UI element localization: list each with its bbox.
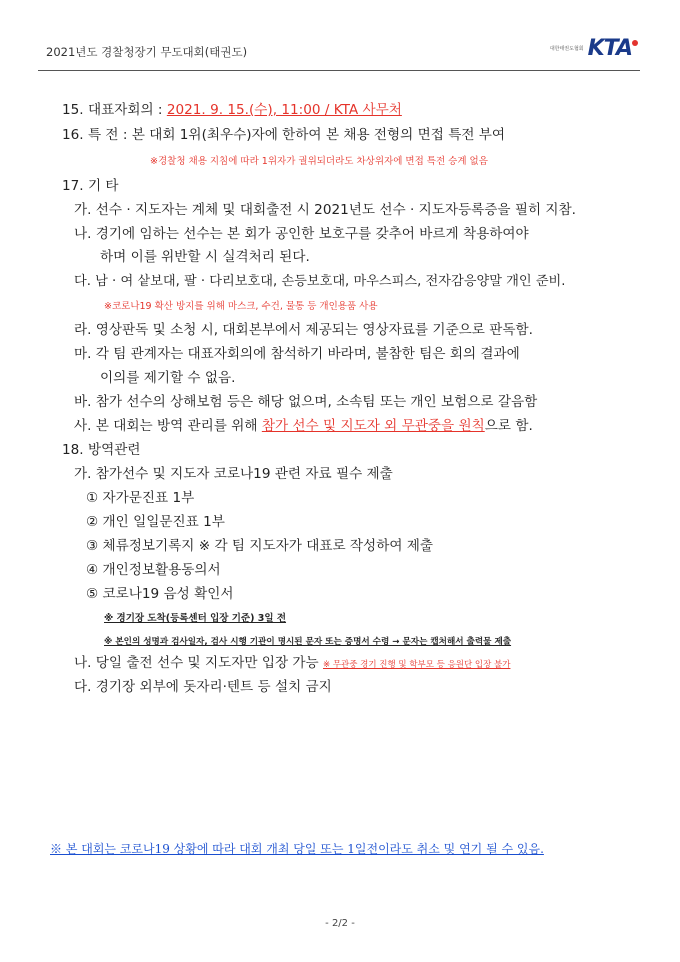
item-18-na-text: 나. 당일 출전 선수 및 지도자만 입장 가능 bbox=[74, 655, 323, 671]
item-17-sa-emphasis: 참가 선수 및 지도자 외 무관중을 원칙 bbox=[261, 418, 485, 434]
footer-notice: ※ 본 대회는 코로나19 상황에 따라 대회 개최 당일 또는 1일전이라도 취소 및 연기 될 수 있음. bbox=[50, 842, 544, 856]
item-17-ba: 바. 참가 선수의 상해보험 등은 해당 없으며, 소속팀 또는 개인 보험으로 갈음함 bbox=[74, 394, 538, 410]
logo-small-text: 대한태권도협회 bbox=[549, 46, 584, 52]
list-item: ② 개인 일일문진표 1부 bbox=[86, 514, 225, 530]
item-17-da: 다. 남 · 여 샅보대, 팔 · 다리보호대, 손등보호대, 마우스피스, 전자감응양말 개인 준비. bbox=[74, 274, 566, 289]
item-16: 16. 특 전 : 본 대회 1위(최우수)자에 한하여 본 채용 전형의 면접 특전 부여 bbox=[62, 127, 506, 143]
header-divider bbox=[38, 70, 640, 71]
item-17-ma-line1: 마. 각 팀 관계자는 대표자회의에 참석하기 바라며, 불참한 팀은 회의 결과에 bbox=[74, 346, 520, 362]
item-18-na bbox=[74, 657, 510, 671]
item-17-sa-pre: 사. 본 대회는 방역 관리를 위해 bbox=[74, 418, 262, 434]
item-17: 17. 기 타 bbox=[62, 178, 119, 194]
item-17-ga: 가. 선수 · 지도자는 계체 및 대회출전 시 2021년도 선수 · 지도자등록증을 필히 지참. bbox=[74, 202, 576, 218]
item-18-note-2: ※ 본인의 성명과 검사일자, 검사 시행 기관이 명시된 문자 또는 증명서 수령 → 문자는 캡처해서 출력물 제출 bbox=[104, 637, 512, 647]
item-17-da-note: ※코로나19 확산 방지를 위해 마스크, 수건, 물통 등 개인용품 사용 bbox=[104, 301, 378, 312]
item-17-na-line2: 하며 이를 위반할 시 실격처리 된다. bbox=[100, 249, 310, 265]
kta-logo bbox=[550, 36, 638, 61]
item-15-label: 15. 대표자회의 : bbox=[62, 102, 167, 118]
item-18: 18. 방역관련 bbox=[62, 442, 141, 458]
list-item: ① 자가문진표 1부 bbox=[86, 490, 195, 506]
list-item: ⑤ 코로나19 음성 확인서 bbox=[86, 586, 234, 602]
item-17-na-line1: 나. 경기에 임하는 선수는 본 회가 공인한 보호구를 갖추어 바르게 착용하여야 bbox=[74, 226, 529, 242]
item-18-da: 다. 경기장 외부에 돗자리·텐트 등 설치 금지 bbox=[74, 679, 332, 695]
logo-text: KTA bbox=[587, 36, 632, 61]
item-16-note: ※경찰청 채용 지침에 따라 1위자가 궐위되더라도 차상위자에 면접 특전 승계 없음 bbox=[150, 156, 488, 167]
item-18-na-note: ※ 무관중 경기 진행 및 학부모 등 응원단 입장 불가 bbox=[323, 660, 511, 670]
item-17-sa-post: 으로 함. bbox=[484, 418, 533, 434]
logo-dot-icon bbox=[632, 40, 638, 46]
item-15-value: 2021. 9. 15.(수), 11:00 / KTA 사무처 bbox=[166, 102, 402, 118]
item-15 bbox=[62, 104, 402, 118]
page-number: - 2/2 - bbox=[325, 918, 355, 929]
item-18-ga: 가. 참가선수 및 지도자 코로나19 관련 자료 필수 제출 bbox=[74, 466, 393, 482]
item-17-ma-line2: 이의를 제기할 수 없음. bbox=[100, 370, 236, 386]
item-17-sa bbox=[74, 420, 533, 434]
list-item: ④ 개인정보활용동의서 bbox=[86, 562, 221, 578]
item-17-ra: 라. 영상판독 및 소청 시, 대회본부에서 제공되는 영상자료를 기준으로 판독함. bbox=[74, 322, 533, 338]
list-item: ③ 체류정보기록지 ※ 각 팀 지도자가 대표로 작성하여 제출 bbox=[86, 538, 434, 554]
item-18-note-1: ※ 경기장 도착(등록센터 입장 기준) 3일 전 bbox=[104, 613, 287, 624]
document-header-title: 2021년도 경찰청장기 무도대회(태권도) bbox=[46, 45, 248, 59]
